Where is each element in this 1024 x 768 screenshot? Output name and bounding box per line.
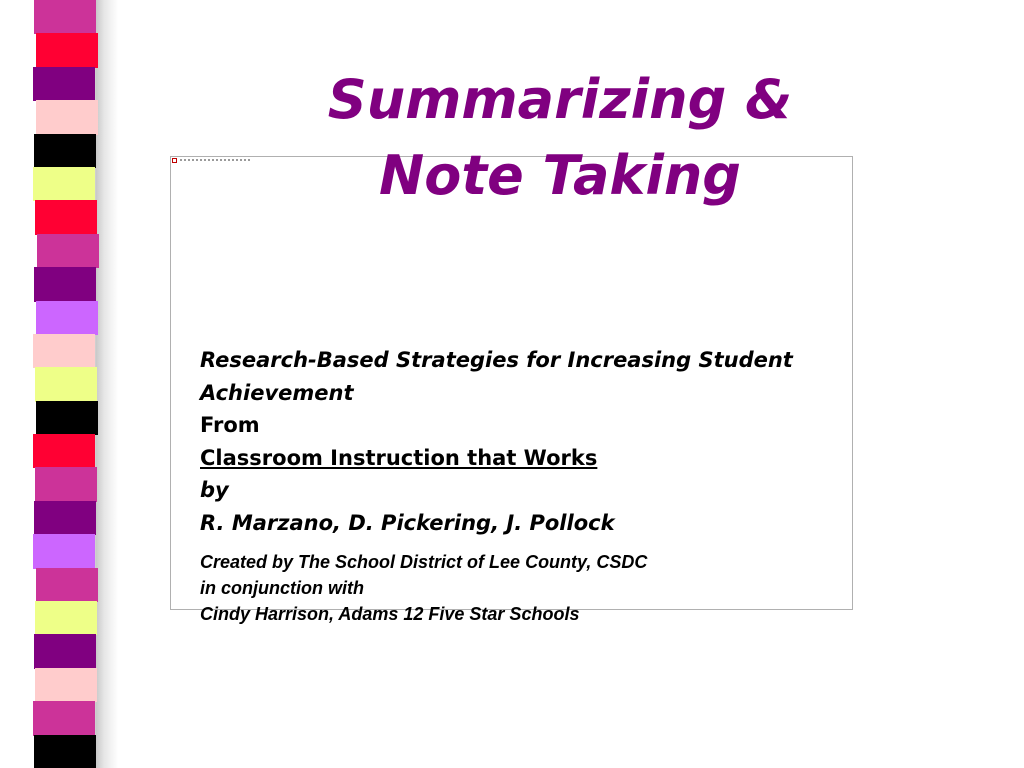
title-line-2: Note Taking: [379, 144, 741, 207]
stripe-block: [35, 668, 97, 702]
stripe-block: [35, 367, 97, 401]
stripe-block: [35, 601, 97, 635]
stripe-block: [36, 301, 98, 335]
stripe-block: [34, 134, 96, 168]
stripe-block: [35, 200, 97, 234]
stripe-block: [33, 67, 95, 101]
credits-line-1: Created by The School District of Lee County, CSDC: [200, 552, 648, 572]
stripe-block: [33, 334, 95, 368]
book-title: Classroom Instruction that Works: [200, 445, 598, 470]
by-label: by: [200, 478, 229, 502]
stripe-block: [34, 735, 96, 768]
stripe-block: [33, 434, 95, 468]
credits: [200, 549, 900, 627]
stripe-block: [33, 167, 95, 201]
stripe-block: [36, 401, 98, 435]
stripe-block: [37, 234, 99, 268]
subtitle-line-1: Research-Based Strategies for Increasing Student: [200, 348, 793, 372]
stripe-block: [36, 568, 98, 602]
authors: R. Marzano, D. Pickering, J. Pollock: [200, 510, 615, 535]
slide-title: [250, 62, 870, 214]
subtitle-line-2: Achievement: [200, 380, 354, 405]
stripe-block: [34, 501, 96, 535]
slide-body: [200, 344, 900, 627]
stripe-block: [34, 267, 96, 301]
stripe-block: [34, 634, 96, 668]
broken-image-icon: [172, 158, 177, 163]
stripe-block: [33, 701, 95, 735]
stripe-block: [33, 534, 95, 568]
stripe-block: [36, 33, 98, 67]
credits-line-3: Cindy Harrison, Adams 12 Five Star Schools: [200, 604, 580, 624]
stripe-block: [36, 100, 98, 134]
credits-line-2: in conjunction with: [200, 578, 364, 598]
stripe-block: [34, 0, 96, 34]
stripe-block: [35, 467, 97, 501]
book-title-line: [200, 442, 900, 475]
decorative-color-stripe: [34, 0, 96, 768]
placeholder-caption: [180, 159, 250, 165]
title-line-1: Summarizing &: [327, 68, 793, 131]
from-label: From: [200, 413, 260, 437]
